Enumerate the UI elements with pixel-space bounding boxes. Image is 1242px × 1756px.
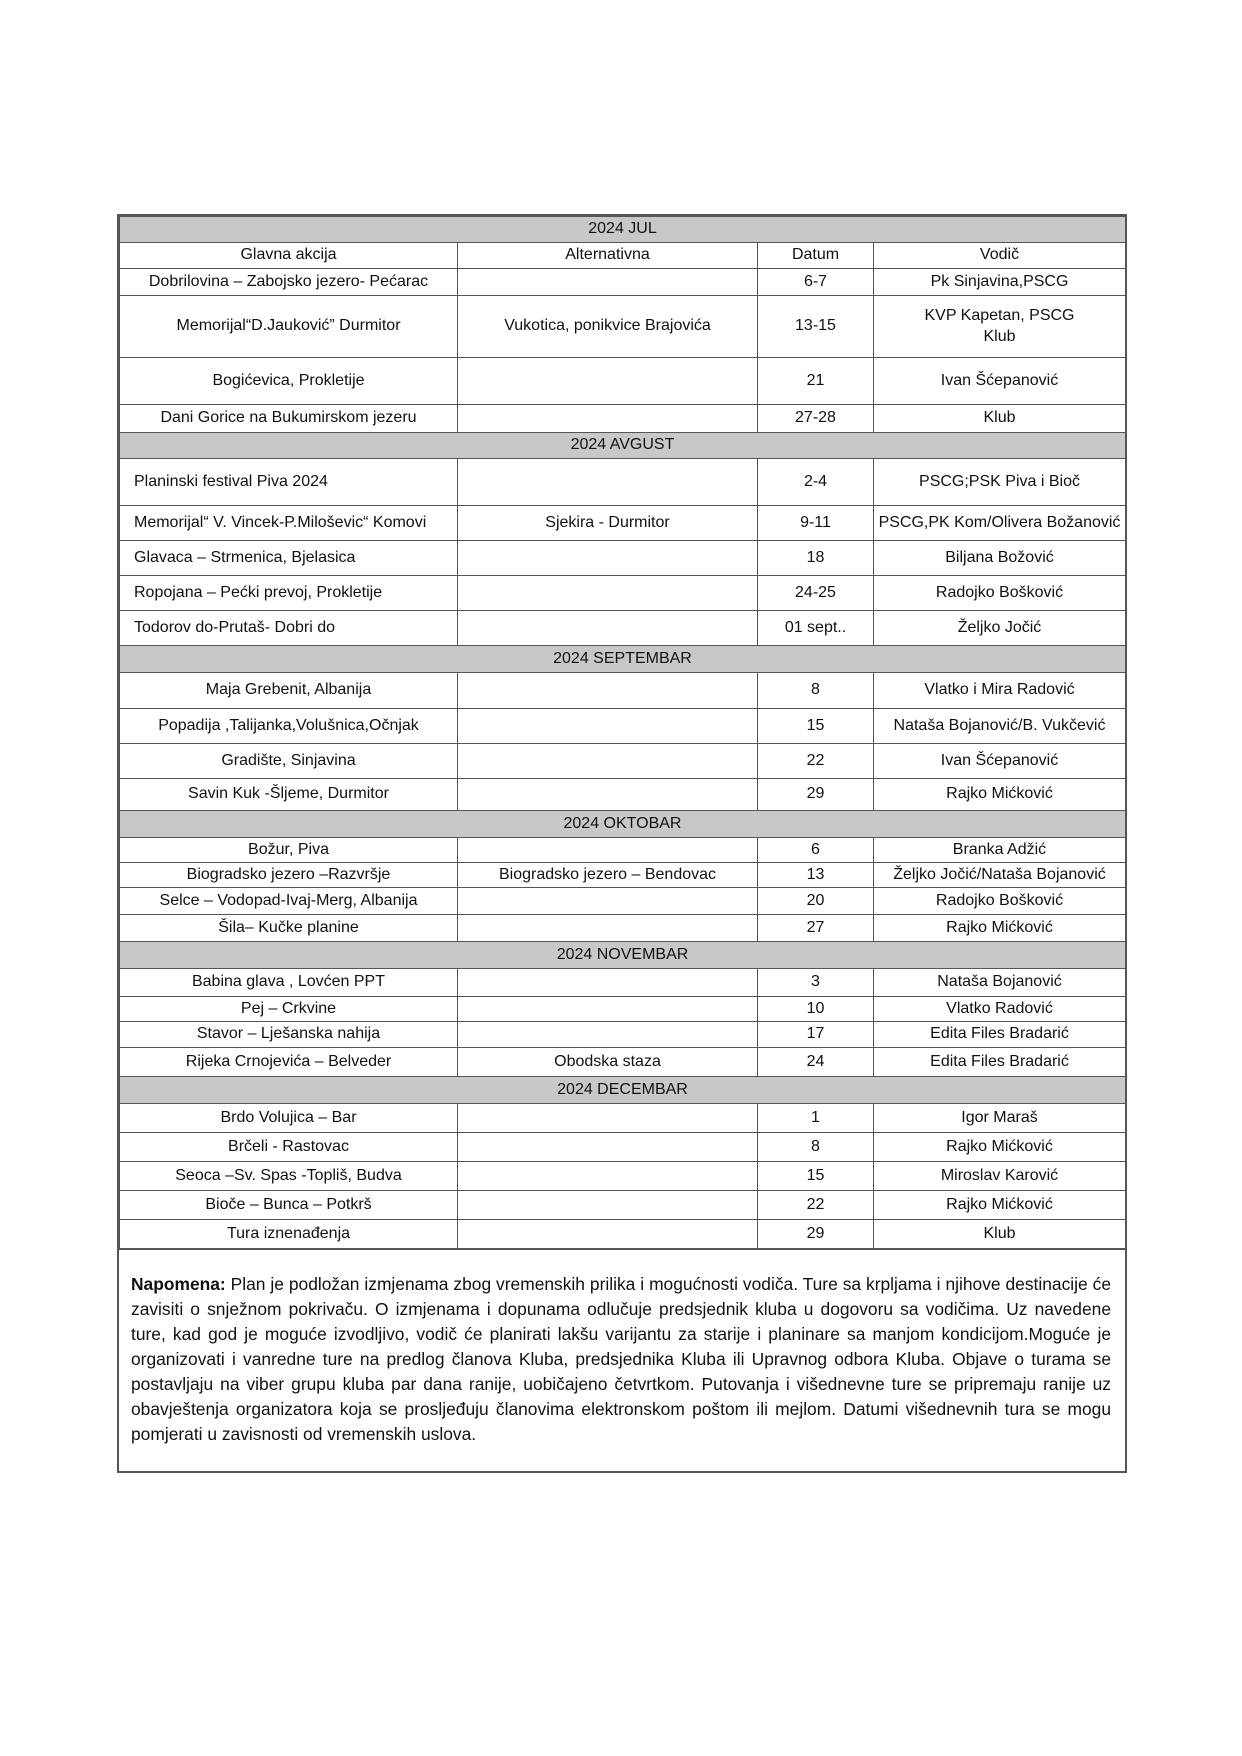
month-title: 2024 NOVEMBAR — [120, 942, 1126, 969]
guide-cell: Rajko Mićković — [874, 1133, 1126, 1162]
alternative-cell — [458, 744, 758, 779]
main-action-cell: Savin Kuk -Šljeme, Durmitor — [120, 779, 458, 811]
table-row — [120, 915, 1126, 942]
schedule-document — [117, 214, 1127, 1473]
guide-cell: Biljana Božović — [874, 541, 1126, 576]
table-row — [120, 838, 1126, 863]
alternative-cell — [458, 779, 758, 811]
main-action-cell: Todorov do-Prutaš- Dobri do — [120, 611, 458, 646]
month-header-row — [120, 1077, 1126, 1104]
alternative-cell — [458, 1022, 758, 1048]
main-action-cell: Božur, Piva — [120, 838, 458, 863]
date-cell: 15 — [758, 1162, 874, 1191]
guide-cell: Radojko Bošković — [874, 888, 1126, 915]
guide-cell: PSCG,PK Kom/Olivera Božanović — [874, 506, 1126, 541]
date-cell: 6-7 — [758, 269, 874, 296]
table-row — [120, 296, 1126, 358]
date-cell: 18 — [758, 541, 874, 576]
table-row — [120, 1048, 1126, 1077]
alternative-cell: Vukotica, ponikvice Brajovića — [458, 296, 758, 358]
alternative-cell — [458, 888, 758, 915]
date-cell: 22 — [758, 1191, 874, 1220]
alternative-cell — [458, 459, 758, 506]
date-cell: 3 — [758, 969, 874, 997]
table-row — [120, 541, 1126, 576]
column-header-date: Datum — [758, 243, 874, 269]
main-action-cell: Selce – Vodopad-Ivaj-Merg, Albanija — [120, 888, 458, 915]
date-cell: 27-28 — [758, 405, 874, 433]
table-row — [120, 576, 1126, 611]
date-cell: 20 — [758, 888, 874, 915]
table-row — [120, 1022, 1126, 1048]
date-cell: 01 sept.. — [758, 611, 874, 646]
date-cell: 15 — [758, 709, 874, 744]
date-cell: 13-15 — [758, 296, 874, 358]
schedule-table — [119, 216, 1126, 1249]
main-action-cell: Maja Grebenit, Albanija — [120, 673, 458, 709]
guide-cell: Ivan Šćepanović — [874, 744, 1126, 779]
guide-cell: Radojko Bošković — [874, 576, 1126, 611]
alternative-cell — [458, 969, 758, 997]
guide-cell: Klub — [874, 405, 1126, 433]
table-row — [120, 969, 1126, 997]
alternative-cell — [458, 358, 758, 405]
guide-cell: Željko Jočić/Nataša Bojanović — [874, 863, 1126, 888]
guide-cell: Ivan Šćepanović — [874, 358, 1126, 405]
column-header-alternative: Alternativna — [458, 243, 758, 269]
main-action-cell: Bogićevica, Prokletije — [120, 358, 458, 405]
alternative-cell — [458, 1191, 758, 1220]
table-row — [120, 863, 1126, 888]
alternative-cell: Biogradsko jezero – Bendovac — [458, 863, 758, 888]
table-row — [120, 709, 1126, 744]
month-header-row — [120, 646, 1126, 673]
guide-cell: Branka Adžić — [874, 838, 1126, 863]
guide-cell: Edita Files Bradarić — [874, 1022, 1126, 1048]
guide-cell: Željko Jočić — [874, 611, 1126, 646]
table-row — [120, 405, 1126, 433]
date-cell: 21 — [758, 358, 874, 405]
schedule-table-body — [120, 217, 1126, 1249]
guide-cell — [874, 296, 1126, 358]
main-action-cell: Babina glava , Lovćen PPT — [120, 969, 458, 997]
alternative-cell — [458, 997, 758, 1022]
guide-cell: Igor Maraš — [874, 1104, 1126, 1133]
main-action-cell: Tura iznenađenja — [120, 1220, 458, 1249]
main-action-cell: Gradište, Sinjavina — [120, 744, 458, 779]
date-cell: 1 — [758, 1104, 874, 1133]
guide-cell: Rajko Mićković — [874, 779, 1126, 811]
note-text: Plan je podložan izmjenama zbog vremenskih prilika i mogućnosti vodiča. Ture sa krpljama i njihove destinacije će zavisiti o snježnom pokrivaču. O izmjenama i dopunama odlučuje predsjednik kluba u dogovoru sa vodičima. Uz navedene ture, kad god je moguće izvodljivo, vodič će planirati lakšu varijantu za starije i planinare sa manjom kondicijom.Moguće je organizovati i vanredne ture na predlog članova Kluba, predsjednika Kluba ili Upravnog odbora Kluba. Objave o turama se postavljaju na viber grupu kluba par dana ranije, uobičajeno četvrtkom. Putovanja i višednevne ture se pripremaju ranije uz obavještenja organizatora koja se prosljeđuju članovima elektronskom poštom ili mejlom. Datumi višednevnih tura se mogu pomjerati u zavisnosti od vremenskih uslova. — [131, 1274, 1111, 1444]
alternative-cell — [458, 709, 758, 744]
main-action-cell: Popadija ,Talijanka,Volušnica,Očnjak — [120, 709, 458, 744]
column-header-guide: Vodič — [874, 243, 1126, 269]
main-action-cell: Brčeli - Rastovac — [120, 1133, 458, 1162]
alternative-cell: Sjekira - Durmitor — [458, 506, 758, 541]
main-action-cell: Brdo Volujica – Bar — [120, 1104, 458, 1133]
month-title: 2024 SEPTEMBAR — [120, 646, 1126, 673]
table-row — [120, 1191, 1126, 1220]
month-title: 2024 DECEMBAR — [120, 1077, 1126, 1104]
alternative-cell — [458, 915, 758, 942]
date-cell: 2-4 — [758, 459, 874, 506]
main-action-cell: Rijeka Crnojevića – Belveder — [120, 1048, 458, 1077]
alternative-cell — [458, 838, 758, 863]
table-row — [120, 269, 1126, 296]
guide-cell: Vlatko Radović — [874, 997, 1126, 1022]
table-row — [120, 779, 1126, 811]
alternative-cell — [458, 673, 758, 709]
alternative-cell — [458, 576, 758, 611]
guide-cell: Pk Sinjavina,PSCG — [874, 269, 1126, 296]
guide-line: Klub — [983, 327, 1016, 345]
date-cell: 29 — [758, 1220, 874, 1249]
guide-cell: Nataša Bojanović/B. Vukčević — [874, 709, 1126, 744]
main-action-cell: Pej – Crkvine — [120, 997, 458, 1022]
guide-cell: Klub — [874, 1220, 1126, 1249]
date-cell: 10 — [758, 997, 874, 1022]
month-header-row — [120, 433, 1126, 459]
table-row — [120, 744, 1126, 779]
table-row — [120, 1133, 1126, 1162]
table-row — [120, 459, 1126, 506]
main-action-cell: Dobrilovina – Zabojsko jezero- Pećarac — [120, 269, 458, 296]
date-cell: 22 — [758, 744, 874, 779]
month-title: 2024 AVGUST — [120, 433, 1126, 459]
date-cell: 24 — [758, 1048, 874, 1077]
table-row — [120, 1220, 1126, 1249]
month-title: 2024 JUL — [120, 217, 1126, 243]
main-action-cell: Planinski festival Piva 2024 — [120, 459, 458, 506]
alternative-cell — [458, 1220, 758, 1249]
guide-cell: Vlatko i Mira Radović — [874, 673, 1126, 709]
alternative-cell — [458, 1104, 758, 1133]
column-header-main-action: Glavna akcija — [120, 243, 458, 269]
table-row — [120, 1162, 1126, 1191]
alternative-cell — [458, 1133, 758, 1162]
month-header-row — [120, 217, 1126, 243]
main-action-cell: Dani Gorice na Bukumirskom jezeru — [120, 405, 458, 433]
main-action-cell: Memorijal“D.Jauković” Durmitor — [120, 296, 458, 358]
date-cell: 13 — [758, 863, 874, 888]
alternative-cell — [458, 269, 758, 296]
month-header-row — [120, 811, 1126, 838]
main-action-cell: Biogradsko jezero –Razvršje — [120, 863, 458, 888]
main-action-cell: Ropojana – Pećki prevoj, Prokletije — [120, 576, 458, 611]
column-header-row — [120, 243, 1126, 269]
table-row — [120, 888, 1126, 915]
alternative-cell: Obodska staza — [458, 1048, 758, 1077]
main-action-cell: Šila– Kučke planine — [120, 915, 458, 942]
main-action-cell: Stavor – Lješanska nahija — [120, 1022, 458, 1048]
date-cell: 27 — [758, 915, 874, 942]
alternative-cell — [458, 611, 758, 646]
main-action-cell: Bioče – Bunca – Potkrš — [120, 1191, 458, 1220]
table-row — [120, 506, 1126, 541]
guide-cell: Rajko Mićković — [874, 1191, 1126, 1220]
table-row — [120, 1104, 1126, 1133]
alternative-cell — [458, 405, 758, 433]
guide-cell: Rajko Mićković — [874, 915, 1126, 942]
alternative-cell — [458, 541, 758, 576]
table-row — [120, 358, 1126, 405]
guide-cell: PSCG;PSK Piva i Bioč — [874, 459, 1126, 506]
date-cell: 8 — [758, 673, 874, 709]
date-cell: 6 — [758, 838, 874, 863]
main-action-cell: Memorijal“ V. Vincek-P.Miloševic“ Komovi — [120, 506, 458, 541]
guide-cell: Edita Files Bradarić — [874, 1048, 1126, 1077]
date-cell: 9-11 — [758, 506, 874, 541]
main-action-cell: Glavaca – Strmenica, Bjelasica — [120, 541, 458, 576]
note-label: Napomena: — [131, 1274, 226, 1294]
guide-cell: Nataša Bojanović — [874, 969, 1126, 997]
table-row — [120, 611, 1126, 646]
guide-line: KVP Kapetan, PSCG — [924, 306, 1075, 324]
note-paragraph — [119, 1249, 1125, 1471]
alternative-cell — [458, 1162, 758, 1191]
month-title: 2024 OKTOBAR — [120, 811, 1126, 838]
date-cell: 8 — [758, 1133, 874, 1162]
table-row — [120, 673, 1126, 709]
main-action-cell: Seoca –Sv. Spas -Topliš, Budva — [120, 1162, 458, 1191]
guide-cell: Miroslav Karović — [874, 1162, 1126, 1191]
date-cell: 29 — [758, 779, 874, 811]
date-cell: 17 — [758, 1022, 874, 1048]
date-cell: 24-25 — [758, 576, 874, 611]
month-header-row — [120, 942, 1126, 969]
table-row — [120, 997, 1126, 1022]
